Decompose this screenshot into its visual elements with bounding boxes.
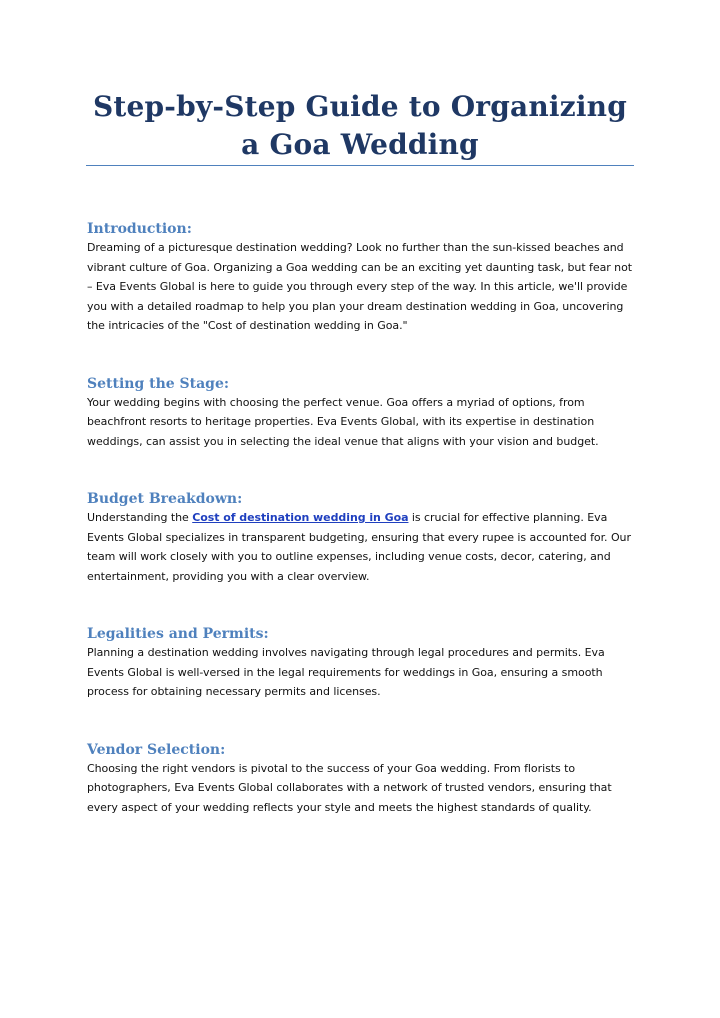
section-heading: Legalities and Permits: bbox=[87, 626, 269, 642]
section-legalities-and-permits bbox=[87, 625, 639, 702]
section-setting-the-stage bbox=[87, 375, 639, 452]
title-divider bbox=[86, 165, 634, 166]
section-vendor-selection bbox=[87, 741, 639, 818]
paragraph-text-before-link: Understanding the bbox=[87, 511, 193, 524]
article-body bbox=[87, 220, 639, 817]
section-paragraph: Your wedding begins with choosing the perfect venue. Goa offers a myriad of options, from beachfront resorts to heritage properties. Eva Events Global, with its expertise in destination weddings, can assist you in selecting the ideal venue that aligns with your vision and budget. bbox=[87, 395, 599, 448]
section-budget-breakdown bbox=[87, 490, 639, 586]
section-heading: Introduction: bbox=[87, 221, 192, 237]
cost-of-destination-wedding-link[interactable]: Cost of destination wedding in Goa bbox=[192, 511, 409, 524]
section-paragraph bbox=[87, 508, 639, 586]
page-title: Step-by-Step Guide to Organizing a Goa Wedding bbox=[92, 90, 628, 161]
section-introduction bbox=[87, 220, 639, 336]
section-paragraph: Dreaming of a picturesque destination wedding? Look no further than the sun-kissed beaches and vibrant culture of Goa. Organizing a Goa wedding can be an exciting yet daunting task, but fear not – Eva Events Global is here to guide you through every step of the way. In this article, we'll provide you with a detailed roadmap to help you plan your dream destination wedding in Goa, uncovering the intricacies of the "Cost of destination wedding in Goa." bbox=[87, 241, 633, 332]
paragraph-text-after-link: is crucial for effective planning. Eva Events Global specializes in transparent budgeting, ensuring that every rupee is accounted for. Our team will work closely with you to outline expenses, including venue costs, decor, catering, and entertainment, providing you with a clear overview. bbox=[87, 511, 631, 583]
section-paragraph: Choosing the right vendors is pivotal to the success of your Goa wedding. From florists to photographers, Eva Events Global collaborates with a network of trusted vendors, ensuring that every aspect of your wedding reflects your style and meets the highest standards of quality. bbox=[87, 761, 612, 814]
section-heading: Budget Breakdown: bbox=[87, 491, 243, 507]
title-block bbox=[86, 88, 634, 164]
section-heading: Vendor Selection: bbox=[87, 741, 226, 758]
section-heading: Setting the Stage: bbox=[87, 375, 230, 392]
section-paragraph: Planning a destination wedding involves navigating through legal procedures and permits. Eva Events Global is well-versed in the legal requirements for weddings in Goa, ensuring a smooth process for obtaining necessary permits and licenses. bbox=[87, 646, 605, 698]
